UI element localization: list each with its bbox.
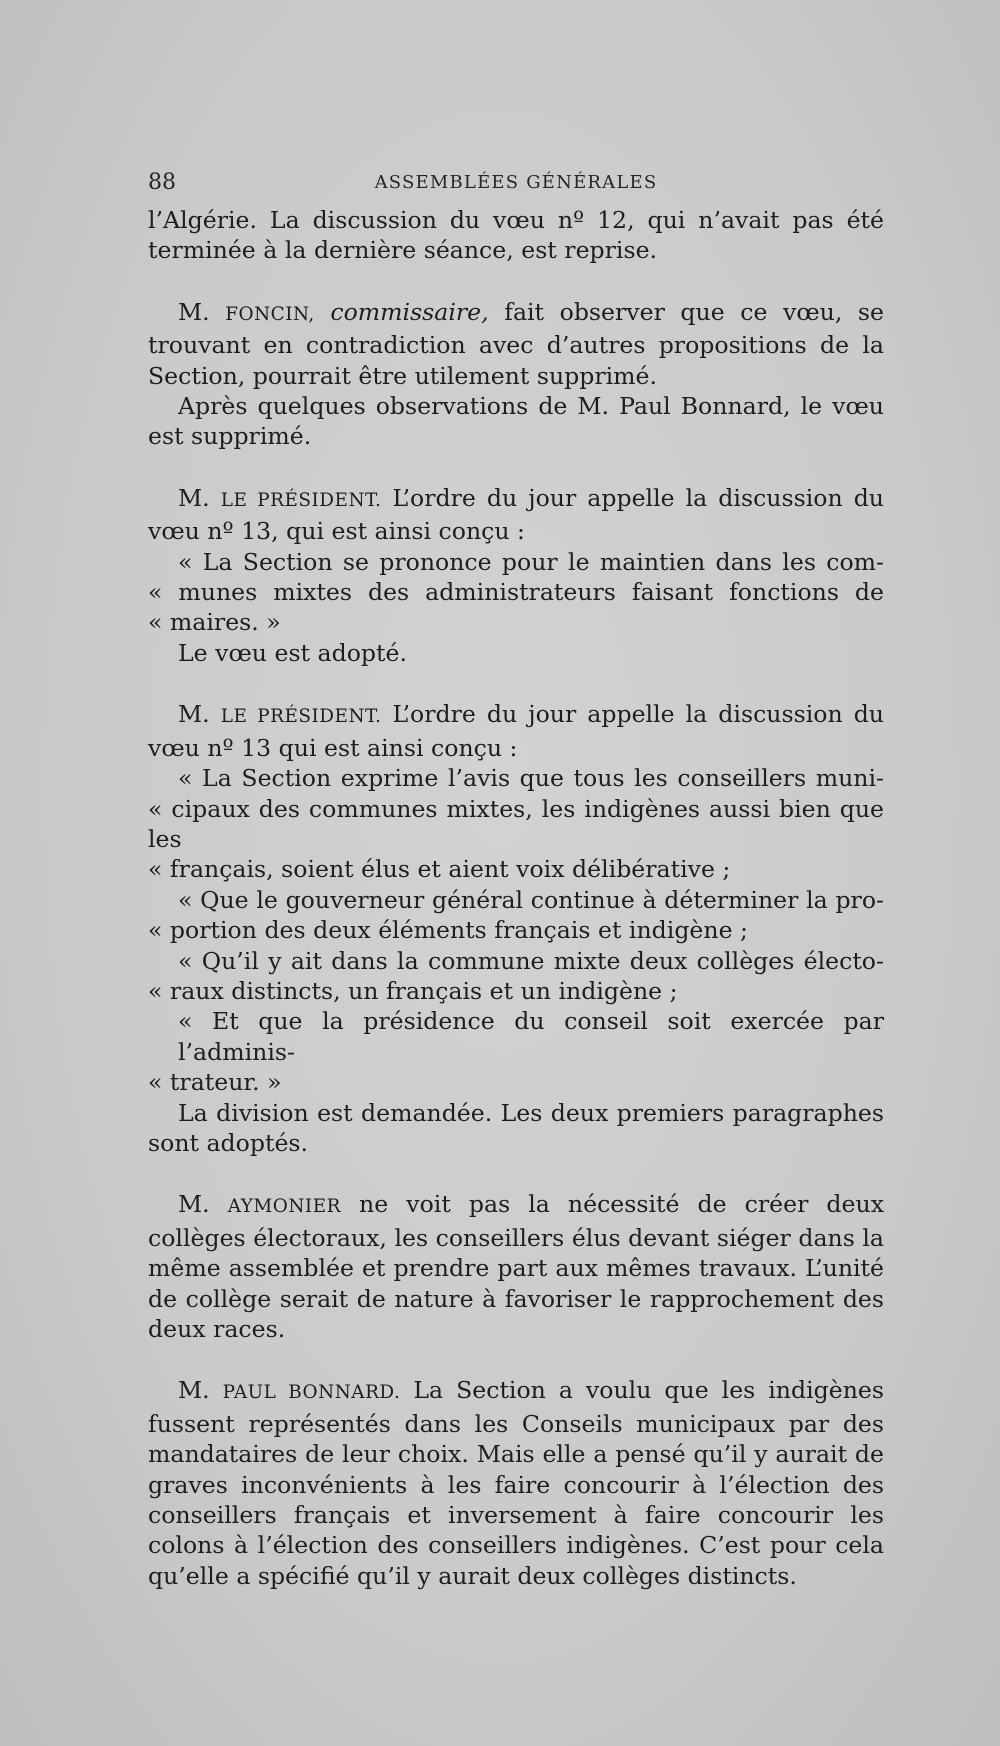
quote-line: « Et que la présidence du conseil soit exercée par l’adminis-: [178, 1007, 884, 1066]
monsieur-label: M.: [178, 1190, 210, 1219]
quote-line: « munes mixtes des administrateurs faisant fonctions de: [148, 578, 884, 607]
aymonier-text: ne voit pas la nécessité de créer deux collèges électoraux, les conseillers élus devant siéger dans la même assemblée et prendre part aux mêmes travaux. L’unité de collège serait de nature à favoriser le rapprochement des deux races.: [148, 1190, 885, 1343]
paragraph-aymonier: [148, 1189, 884, 1344]
quote-line: « cipaux des communes mixtes, les indigènes aussi bien que les: [148, 794, 884, 853]
quote-vote-13b: [148, 763, 884, 1097]
quote-line: « portion des deux éléments français et indigène ;: [148, 916, 748, 945]
paragraph-president-2: [148, 699, 884, 763]
monsieur-label: M.: [178, 1376, 210, 1405]
president-text: L’ordre du jour appelle la discussion du vœu nº 13 qui est ainsi conçu :: [148, 700, 884, 762]
paragraph-adopte: Le vœu est adopté.: [178, 638, 407, 667]
speaker-bonnard: PAUL BONNARD.: [222, 1382, 401, 1404]
page-number: 88: [148, 170, 176, 195]
quote-line: « La Section exprime l’avis que tous les conseillers muni-: [178, 764, 884, 793]
bonnard-text: La Section a voulu que les indigènes fussent représentés dans les Conseils municipaux par des mandataires de leur choix. Mais elle a pensé qu’il y aurait de graves inconvénients à les faire concourir à l’élection des conseillers français et inversement à faire concourir les colons à l’élection des conseillers indigènes. C’est pour cela qu’elle a spécifié qu’il y aurait deux collèges distincts.: [148, 1376, 884, 1590]
paragraph-foncin: [148, 297, 884, 391]
quote-line: « raux distincts, un français et un indigène ;: [148, 976, 678, 1005]
running-head: [148, 170, 884, 200]
president-text: L’ordre du jour appelle la discussion du vœu nº 13, qui est ainsi conçu :: [148, 483, 884, 546]
paragraph-division: La division est demandée. Les deux premiers paragraphes sont adoptés.: [148, 1098, 884, 1157]
paragraph-president-1: [148, 483, 884, 547]
quote-line: « La Section se prononce pour le maintien dans les com-: [178, 547, 884, 576]
page-text: [148, 205, 884, 1591]
speaker-president: LE PRÉSIDENT.: [220, 706, 382, 728]
quote-line: « maires. »: [148, 608, 281, 637]
monsieur-label: M.: [178, 700, 210, 729]
foncin-text: fait observer que ce vœu, se trouvant en contradiction avec d’autres propositions de la Section, pourrait être utilement supprimé.: [148, 297, 884, 390]
quote-line: « Que le gouverneur général continue à déterminer la pro-: [178, 885, 884, 914]
quote-line: « Qu’il y ait dans la commune mixte deux collèges électo-: [178, 946, 884, 975]
quote-vote-13a: [148, 547, 884, 638]
monsieur-label: M.: [178, 483, 210, 512]
quote-line: « français, soient élus et aient voix délibérative ;: [148, 855, 731, 884]
speaker-aymonier: AYMONIER: [227, 1196, 341, 1218]
running-title: ASSEMBLÉES GÉNÉRALES: [374, 172, 658, 193]
speaker-role: commissaire,: [330, 297, 489, 326]
paragraph-bonnard: [148, 1375, 884, 1591]
speaker-foncin: FONCIN,: [225, 303, 315, 325]
paragraph-apres: Après quelques observations de M. Paul Bonnard, le vœu est supprimé.: [148, 392, 884, 451]
quote-line: « trateur. »: [148, 1068, 282, 1097]
speaker-president: LE PRÉSIDENT.: [220, 489, 382, 511]
monsieur-label: M.: [178, 297, 210, 326]
paragraph-algerie: l’Algérie. La discussion du vœu nº 12, qui n’avait pas été terminée à la dernière séance, est reprise.: [148, 206, 884, 265]
